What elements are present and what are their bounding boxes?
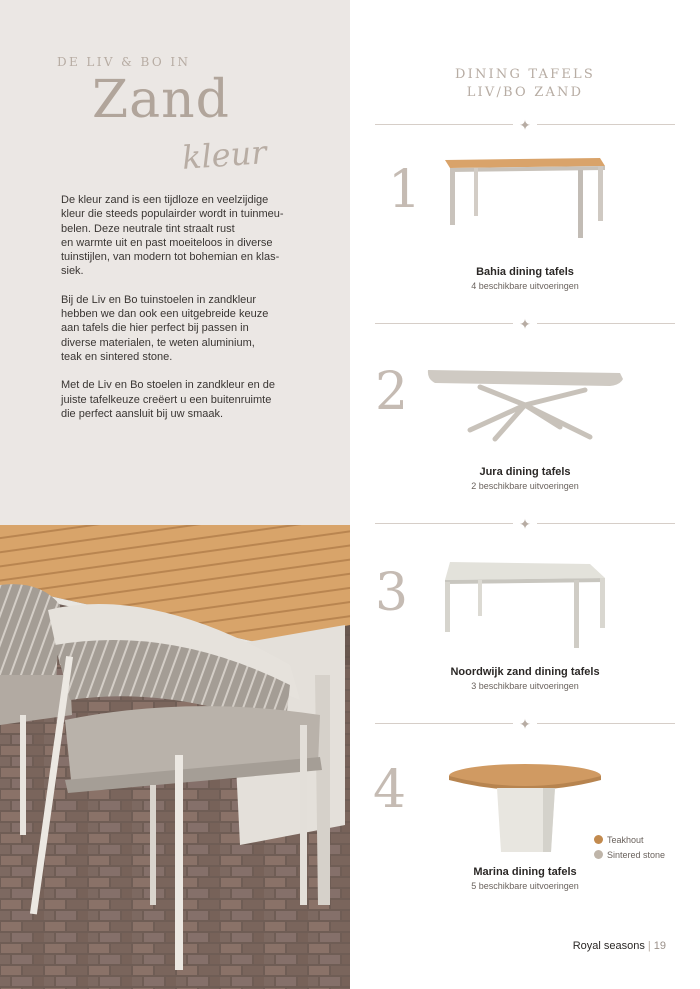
intro-kicker: DE LIV & BO IN	[57, 55, 191, 69]
section-title-line1: DINING TAFELS	[455, 67, 595, 82]
intro-body	[61, 193, 306, 435]
legend-swatch	[594, 835, 603, 844]
divider	[375, 118, 675, 132]
bahia-table-image	[440, 152, 610, 247]
item-variants: 2 beschikbare uitvoeringen	[471, 481, 579, 491]
divider	[375, 517, 675, 531]
intro-script-word: kleur	[180, 133, 268, 177]
intro-paragraph: De kleur zand is een tijdloze en veelzijdige kleur die steeds populairder wordt in tuinmeu- belen. Deze neutrale tint straalt rust en warmte uit en past moeiteloos in diverse tuinstijlen, van modern tot bohemian en klas- siek.	[61, 194, 284, 278]
item-number: 2	[375, 362, 409, 422]
item-number: 3	[375, 563, 409, 623]
legend-item	[594, 835, 644, 845]
item-name: Noordwijk zand dining tafels	[450, 666, 600, 678]
item-variants: 3 beschikbare uitvoeringen	[471, 681, 579, 691]
legend-swatch	[594, 850, 603, 859]
jura-table-image	[425, 365, 625, 450]
section-title-line2: LIV/BO ZAND	[466, 85, 584, 100]
page-footer	[573, 940, 666, 952]
divider	[375, 317, 675, 331]
intro-paragraph: Met de Liv en Bo stoelen in zandkleur en de juiste tafelkeuze creëert u een buitenruimte die perfect aansluit bij uw smaak.	[61, 379, 276, 420]
divider-diamond-icon: ✦	[519, 316, 531, 332]
intro-title: Zand	[92, 70, 230, 130]
footer-brand: Royal seasons	[572, 940, 645, 952]
intro-paragraph: Bij de Liv en Bo tuinstoelen in zandkleur hebben we dan ook een uitgebreide keuze aan tafels die hier perfect bij passen in diverse materialen, te weten aluminium, teak en sintered stone.	[61, 293, 269, 363]
page-number: 19	[653, 940, 666, 952]
legend-label: Teakhout	[607, 835, 644, 845]
divider-diamond-icon: ✦	[519, 117, 531, 133]
item-name: Bahia dining tafels	[476, 266, 574, 278]
legend-item	[594, 850, 665, 860]
divider-diamond-icon: ✦	[519, 716, 531, 732]
marina-table-image	[445, 762, 605, 862]
divider	[375, 717, 675, 731]
legend-label: Sintered stone	[607, 850, 666, 860]
noordwijk-table-image	[440, 558, 610, 658]
item-name: Marina dining tafels	[473, 866, 577, 878]
footer-separator: |	[647, 940, 651, 952]
item-name: Jura dining tafels	[479, 466, 571, 478]
item-variants: 4 beschikbare uitvoeringen	[471, 281, 579, 291]
lifestyle-photo	[0, 525, 350, 989]
divider-diamond-icon: ✦	[519, 516, 531, 532]
item-number: 4	[373, 760, 407, 820]
item-variants: 5 beschikbare uitvoeringen	[471, 881, 579, 891]
item-number: 1	[388, 160, 422, 220]
